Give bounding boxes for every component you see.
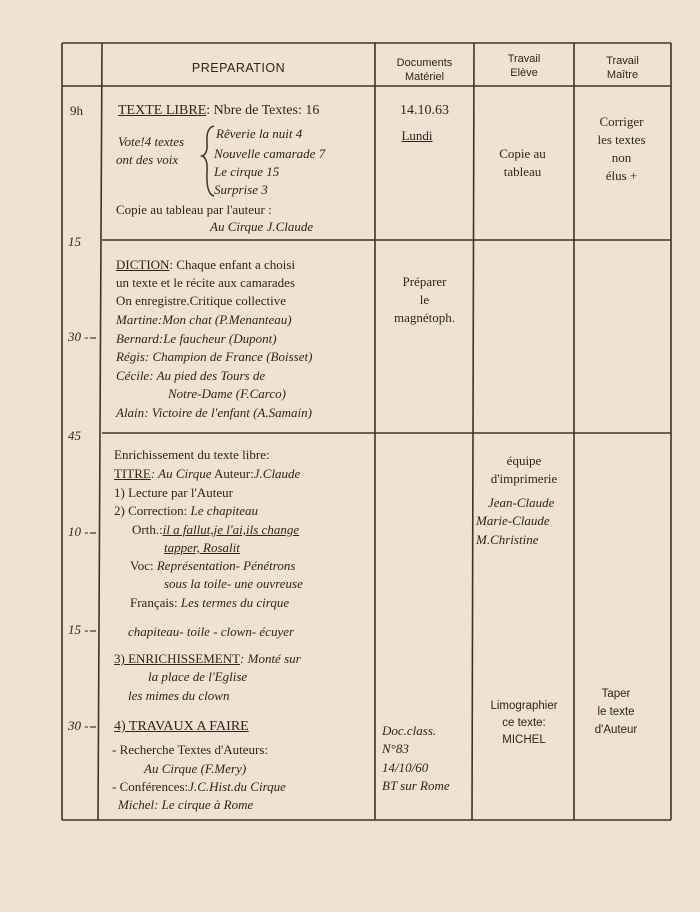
- time-label: 15: [68, 234, 81, 249]
- doc-class: Doc.class.: [382, 723, 437, 738]
- enrich2-line2: la place de l'Eglise: [148, 669, 248, 684]
- diction-entry: Notre-Dame (F.Carco): [168, 386, 286, 401]
- diction-entry: Bernard:Le faucheur (Dupont): [116, 331, 277, 346]
- diction-line: On enregistre.Critique collective: [116, 293, 287, 308]
- diction-heading: DICTION: Chaque enfant a choisi: [116, 257, 296, 272]
- doc-day: Lundi: [401, 128, 433, 143]
- voc-line: Voc: Représentation- Pénétrons: [130, 558, 296, 573]
- recherche-line: - Recherche Textes d'Auteurs:: [112, 742, 269, 757]
- vote-option: Le cirque 15: [214, 164, 280, 179]
- correction-line: 2) Correction: Le chapiteau: [114, 503, 259, 518]
- header-preparation: PREPARATION: [191, 61, 286, 75]
- orth-line: Orth.:il a fallut,je l'ai,ils change: [132, 522, 300, 537]
- terms-line: chapiteau- toile - clown- écuyer: [128, 624, 295, 639]
- doc-class: BT sur Rome: [382, 778, 450, 793]
- enrich-heading: Enrichissement du texte libre:: [114, 447, 270, 462]
- time-label: 10 -: [68, 524, 89, 539]
- eleve-name: M.Christine: [476, 532, 539, 547]
- diction-line: un texte et le récite aux camarades: [116, 275, 296, 290]
- vote-label: Vote!4 textes: [118, 134, 185, 149]
- time-label: 30 -: [68, 718, 89, 733]
- header-travail-eleve: Travail Elève: [507, 53, 541, 79]
- conferences-line2: Michel: Le cirque à Rome: [118, 797, 254, 812]
- copy-line: Copie au tableau par l'auteur :: [116, 202, 272, 217]
- eleve-name: Jean-Claude: [488, 495, 555, 510]
- header-documents: Documents Matériel: [396, 57, 453, 83]
- vote-label: ont des voix: [116, 152, 179, 167]
- eleve-copy: Copie au tableau: [499, 146, 546, 179]
- voc-line2: sous la toile- une ouvreuse: [164, 576, 303, 591]
- diction-entry: Alain: Victoire de l'enfant (A.Samain): [116, 405, 312, 420]
- travaux-heading: 4) TRAVAUX A FAIRE: [114, 719, 249, 734]
- recherche-line2: Au Cirque (F.Mery): [144, 761, 247, 776]
- eleve-limographier: Limographier ce texte: MICHEL: [490, 700, 558, 746]
- lecture-line: 1) Lecture par l'Auteur: [114, 485, 233, 500]
- doc-magnetophone: Préparer le magnétoph.: [393, 274, 455, 325]
- copy-author: Au Cirque J.Claude: [210, 219, 314, 234]
- time-label: 30 -: [68, 329, 89, 344]
- block1-heading: TEXTE LIBRE: Nbre de Textes: 16: [118, 103, 320, 118]
- vote-option: Surprise 3: [214, 182, 268, 197]
- francais-line: Français: Les termes du cirque: [130, 595, 290, 610]
- conferences-line: - Conférences:J.C.Hist.du Cirque: [112, 779, 286, 794]
- time-label: 45: [68, 428, 81, 443]
- diction-entry: Régis: Champion de France (Boisset): [116, 349, 313, 364]
- enrich2-line: 3) ENRICHISSEMENT: Monté sur: [114, 651, 301, 666]
- header-travail-maitre: Travail Maître: [606, 55, 639, 81]
- time-label: 15 -: [68, 622, 89, 637]
- eleve-name: Marie-Claude: [476, 513, 550, 528]
- doc-date: 14.10.63: [400, 103, 449, 118]
- diction-entry: Cécile: Au pied des Tours de: [116, 368, 266, 383]
- doc-class: N°83: [382, 741, 409, 756]
- vote-option: Nouvelle camarade 7: [214, 146, 326, 161]
- eleve-equipe: équipe d'imprimerie: [490, 453, 558, 486]
- maitre-taper: Taper le texte d'Auteur: [594, 688, 638, 736]
- vote-option: Rêverie la nuit 4: [216, 126, 303, 141]
- titre-line: TITRE: Au Cirque Auteur:J.Claude: [114, 466, 301, 481]
- time-label: 9h: [70, 103, 83, 118]
- orth-line2: tapper, Rosalit: [164, 540, 240, 555]
- enrich2-line3: les mimes du clown: [128, 688, 230, 703]
- doc-class: 14/10/60: [382, 760, 429, 775]
- maitre-corriger: Corriger les textes non élus +: [597, 114, 646, 183]
- diction-entry: Martine:Mon chat (P.Menanteau): [116, 312, 292, 327]
